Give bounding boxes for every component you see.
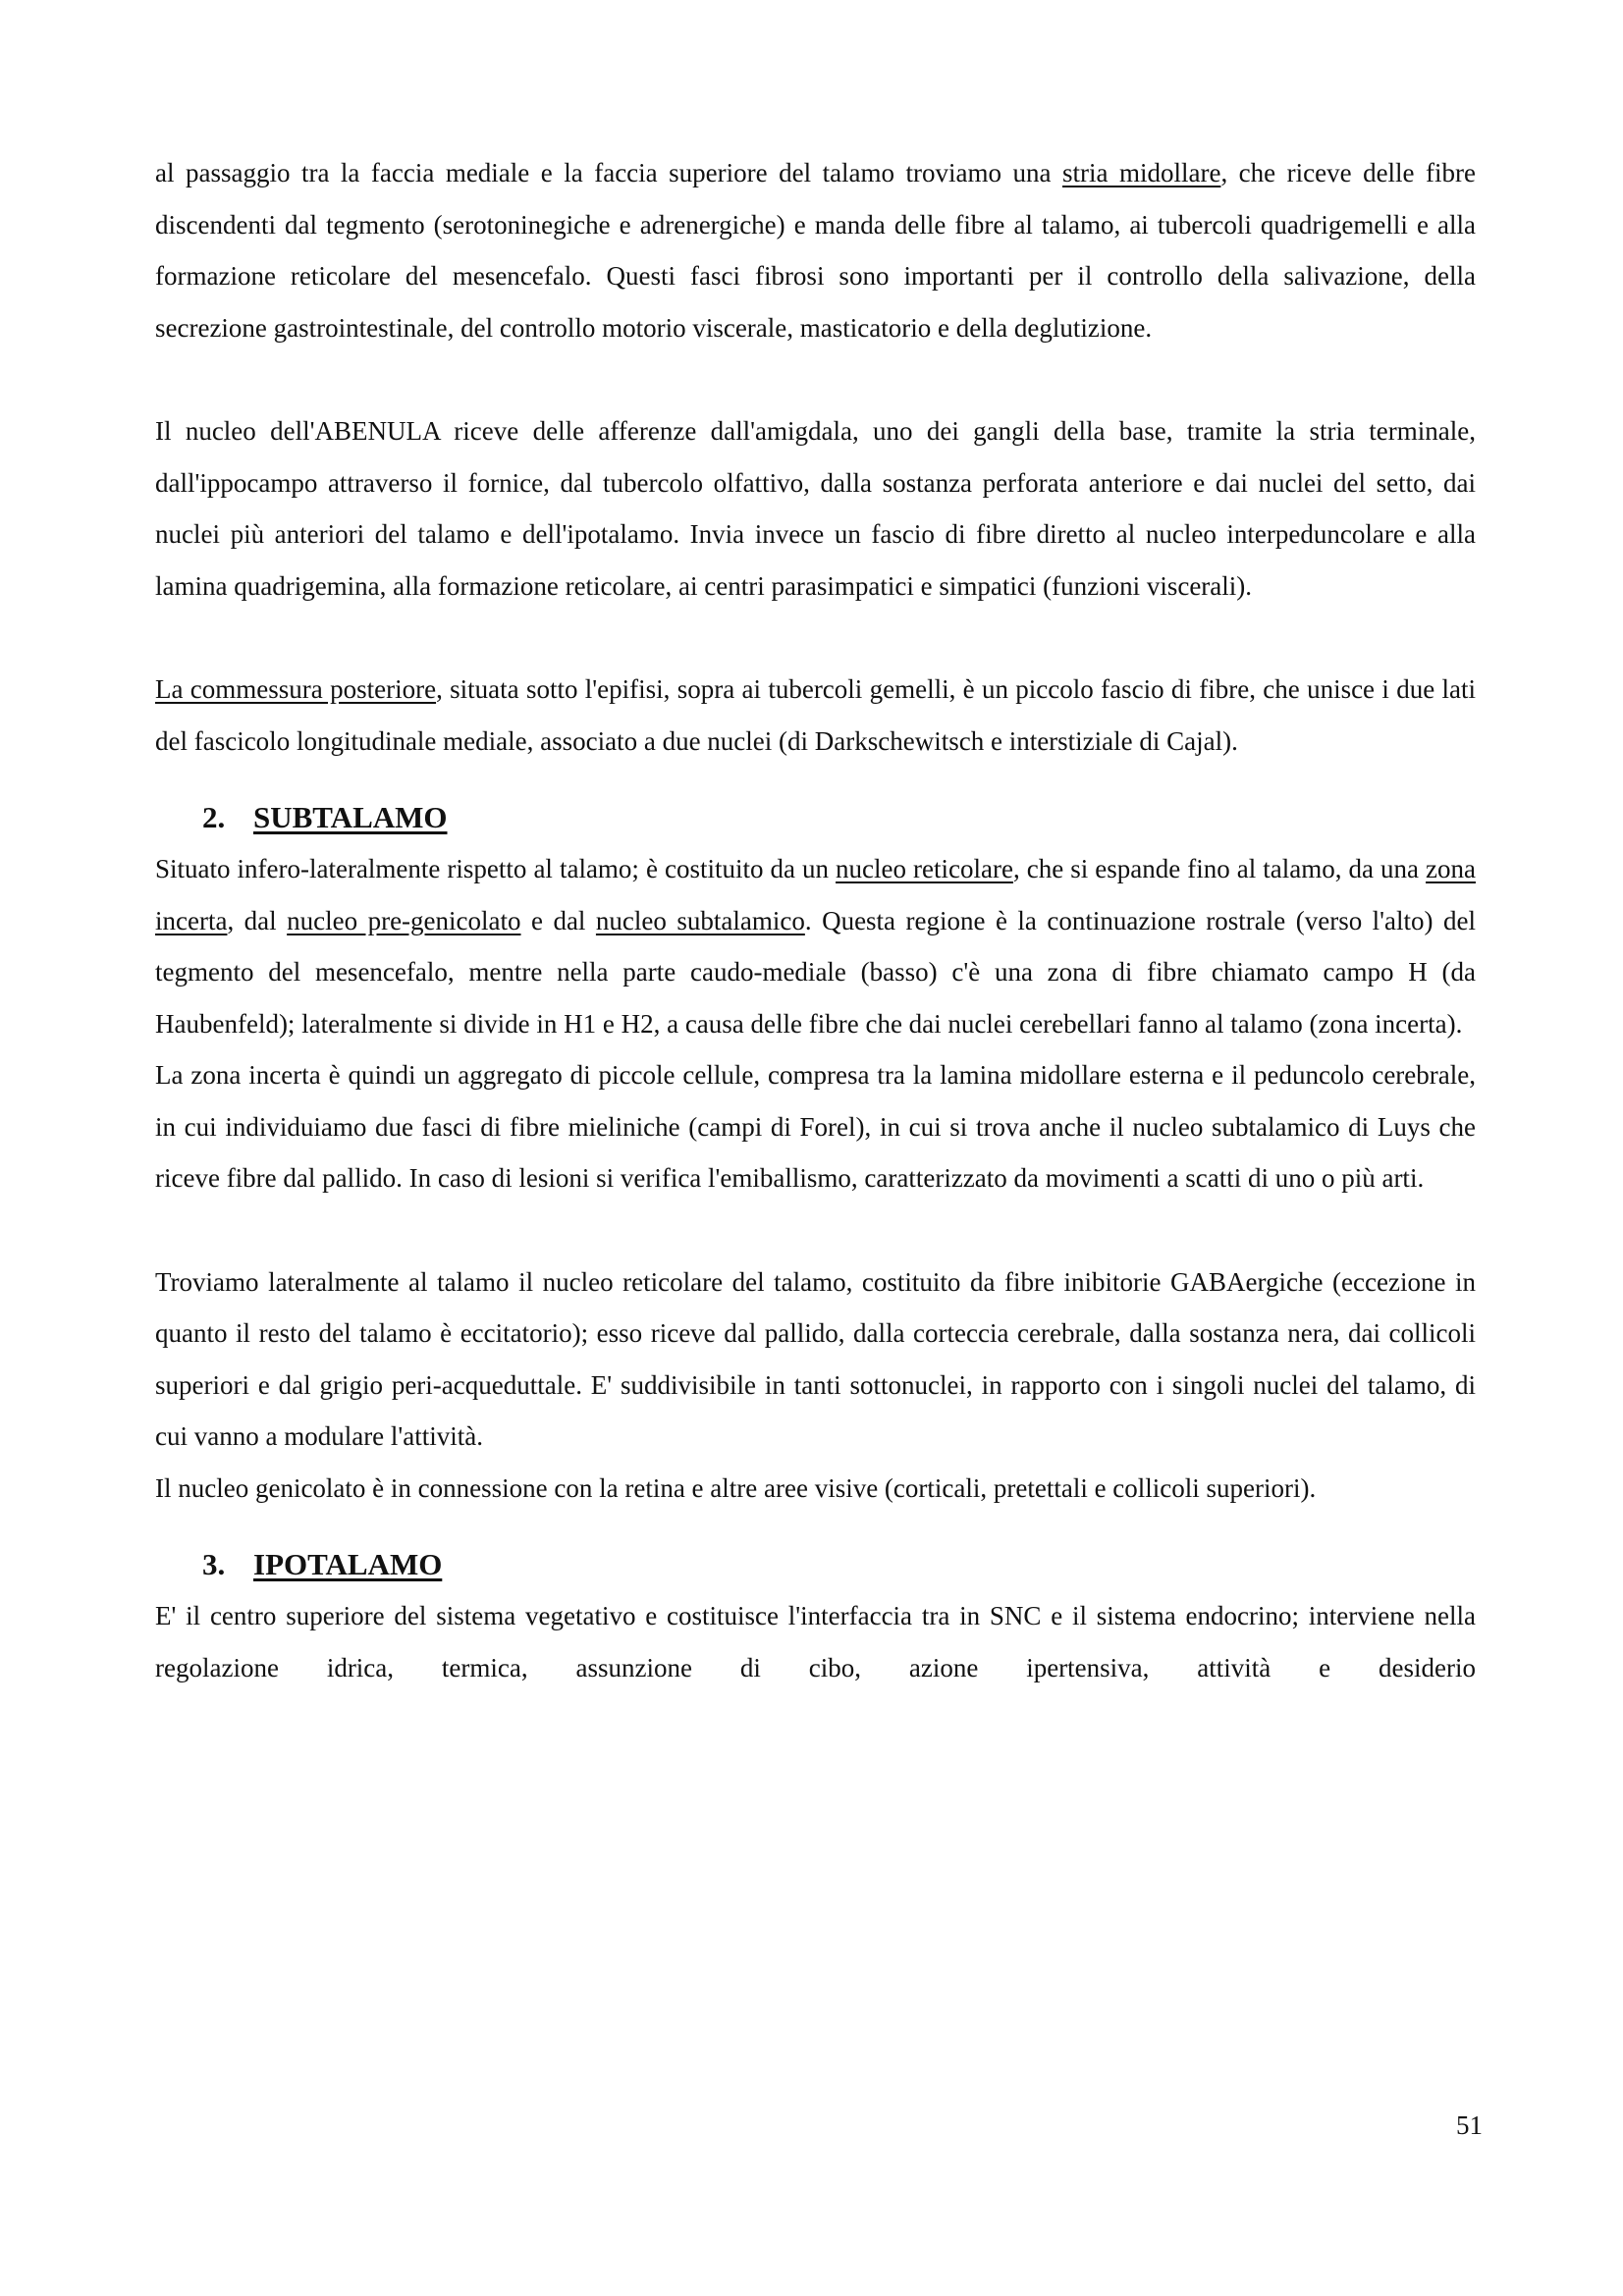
- paragraph-text: , che si espande fino al talamo, da una: [1012, 854, 1427, 883]
- underlined-term: stria midollare: [1061, 158, 1221, 187]
- page-number: 51: [1456, 2110, 1483, 2140]
- section-title: SUBTALAMO: [253, 800, 448, 834]
- paragraph-text: , che riceve delle fibre discendenti dal tegmento (serotoninegiche e adrenergiche) e manda delle fibre al talamo, ai tubercoli quadrigemelli e alla formazione reticolare del mesencefalo. Questi fasci fibrosi sono importanti per il controllo della salivazione, della secrezione gastrointestinale, del controllo motorio viscerale, masticatorio e della deglutizione.: [155, 158, 1477, 343]
- paragraph-text: . Questa regione è la continuazione rostrale (verso l'alto) del tegmento del mesencefalo, mentre nella parte caudo-mediale (basso) c'è una zona di fibre chiamato campo H (da Haubenfeld); lateralmente si divide in H1 e H2, a causa delle fibre che dai nuclei cerebellari fanno al talamo (zona incerta).: [155, 905, 1476, 1039]
- underlined-term: zona incerta: [155, 854, 1476, 935]
- underlined-term: nucleo subtalamico: [595, 905, 805, 935]
- section-title: IPOTALAMO: [253, 1547, 443, 1581]
- paragraph-commessura-posteriore: [155, 664, 1476, 767]
- paragraph-text: , situata sotto l'epifisi, sopra ai tubercoli gemelli, è un piccolo fascio di fibre, che unisce i due lati del fascicolo longitudinale mediale, associato a due nuclei (di Darkschewitsch e interstiziale di Cajal).: [155, 674, 1476, 756]
- page-content: [155, 147, 1476, 1693]
- paragraph-ipotalamo-intro: E' il centro superiore del sistema vegetativo e costituisce l'interfaccia tra in SNC e il sistema endocrino; interviene nella regolazione idrica, termica, assunzione di cibo, azione ipertensiva, attività e desiderio: [155, 1601, 1476, 1682]
- paragraph-stria-midollare: [155, 147, 1476, 353]
- underlined-term: La commessura posteriore: [155, 674, 437, 704]
- section-heading-subtalamo: [155, 792, 1476, 843]
- section-number: 3.: [202, 1547, 226, 1581]
- section-heading-ipotalamo: [155, 1539, 1476, 1590]
- paragraph-zona-incerta: La zona incerta è quindi un aggregato di piccole cellule, compresa tra la lamina midollare esterna e il peduncolo cerebrale, in cui individuiamo due fasci di fibre mieliniche (campi di Forel), in cui si trova anche il nucleo subtalamico di Luys che riceve fibre dal pallido. In caso di lesioni si verifica l'emiballismo, caratterizzato da movimenti a scatti di uno o più arti.: [155, 1060, 1476, 1193]
- section-number: 2.: [202, 800, 226, 834]
- paragraph-text: Situato infero-lateralmente rispetto al talamo; è costituito da un: [155, 854, 837, 883]
- paragraph-text: , dal: [227, 905, 288, 935]
- paragraph-subtalamo-intro: [155, 843, 1476, 1049]
- paragraph-text: e dal: [520, 905, 596, 935]
- underlined-term: nucleo reticolare: [836, 854, 1013, 883]
- paragraph-nucleo-reticolare: Troviamo lateralmente al talamo il nucleo reticolare del talamo, costituito da fibre inibitorie GABAergiche (eccezione in quanto il resto del talamo è eccitatorio); esso riceve dal pallido, dalla corteccia cerebrale, dalla sostanza nera, dai collicoli superiori e dal grigio peri-acqueduttale. E' suddivisibile in tanti sottonuclei, in rapporto con i singoli nuclei del talamo, di cui vanno a modulare l'attività.: [155, 1266, 1476, 1451]
- paragraph-text: al passaggio tra la faccia mediale e la faccia superiore del talamo troviamo una: [155, 158, 1062, 187]
- paragraph-abenula: Il nucleo dell'ABENULA riceve delle afferenze dall'amigdala, uno dei gangli della base, tramite la stria terminale, dall'ippocampo attraverso il fornice, dal tubercolo olfattivo, dalla sostanza perforata anteriore e dai nuclei del setto, dai nuclei più anteriori del talamo e dell'ipotalamo. Invia invece un fascio di fibre diretto al nucleo interpeduncolare e alla lamina quadrigemina, alla formazione reticolare, ai centri parasimpatici e simpatici (funzioni viscerali).: [155, 416, 1476, 601]
- underlined-term: nucleo pre-genicolato: [287, 905, 521, 935]
- paragraph-nucleo-genicolato: Il nucleo genicolato è in connessione con la retina e altre aree visive (corticali, pretettali e collicoli superiori).: [155, 1472, 1317, 1503]
